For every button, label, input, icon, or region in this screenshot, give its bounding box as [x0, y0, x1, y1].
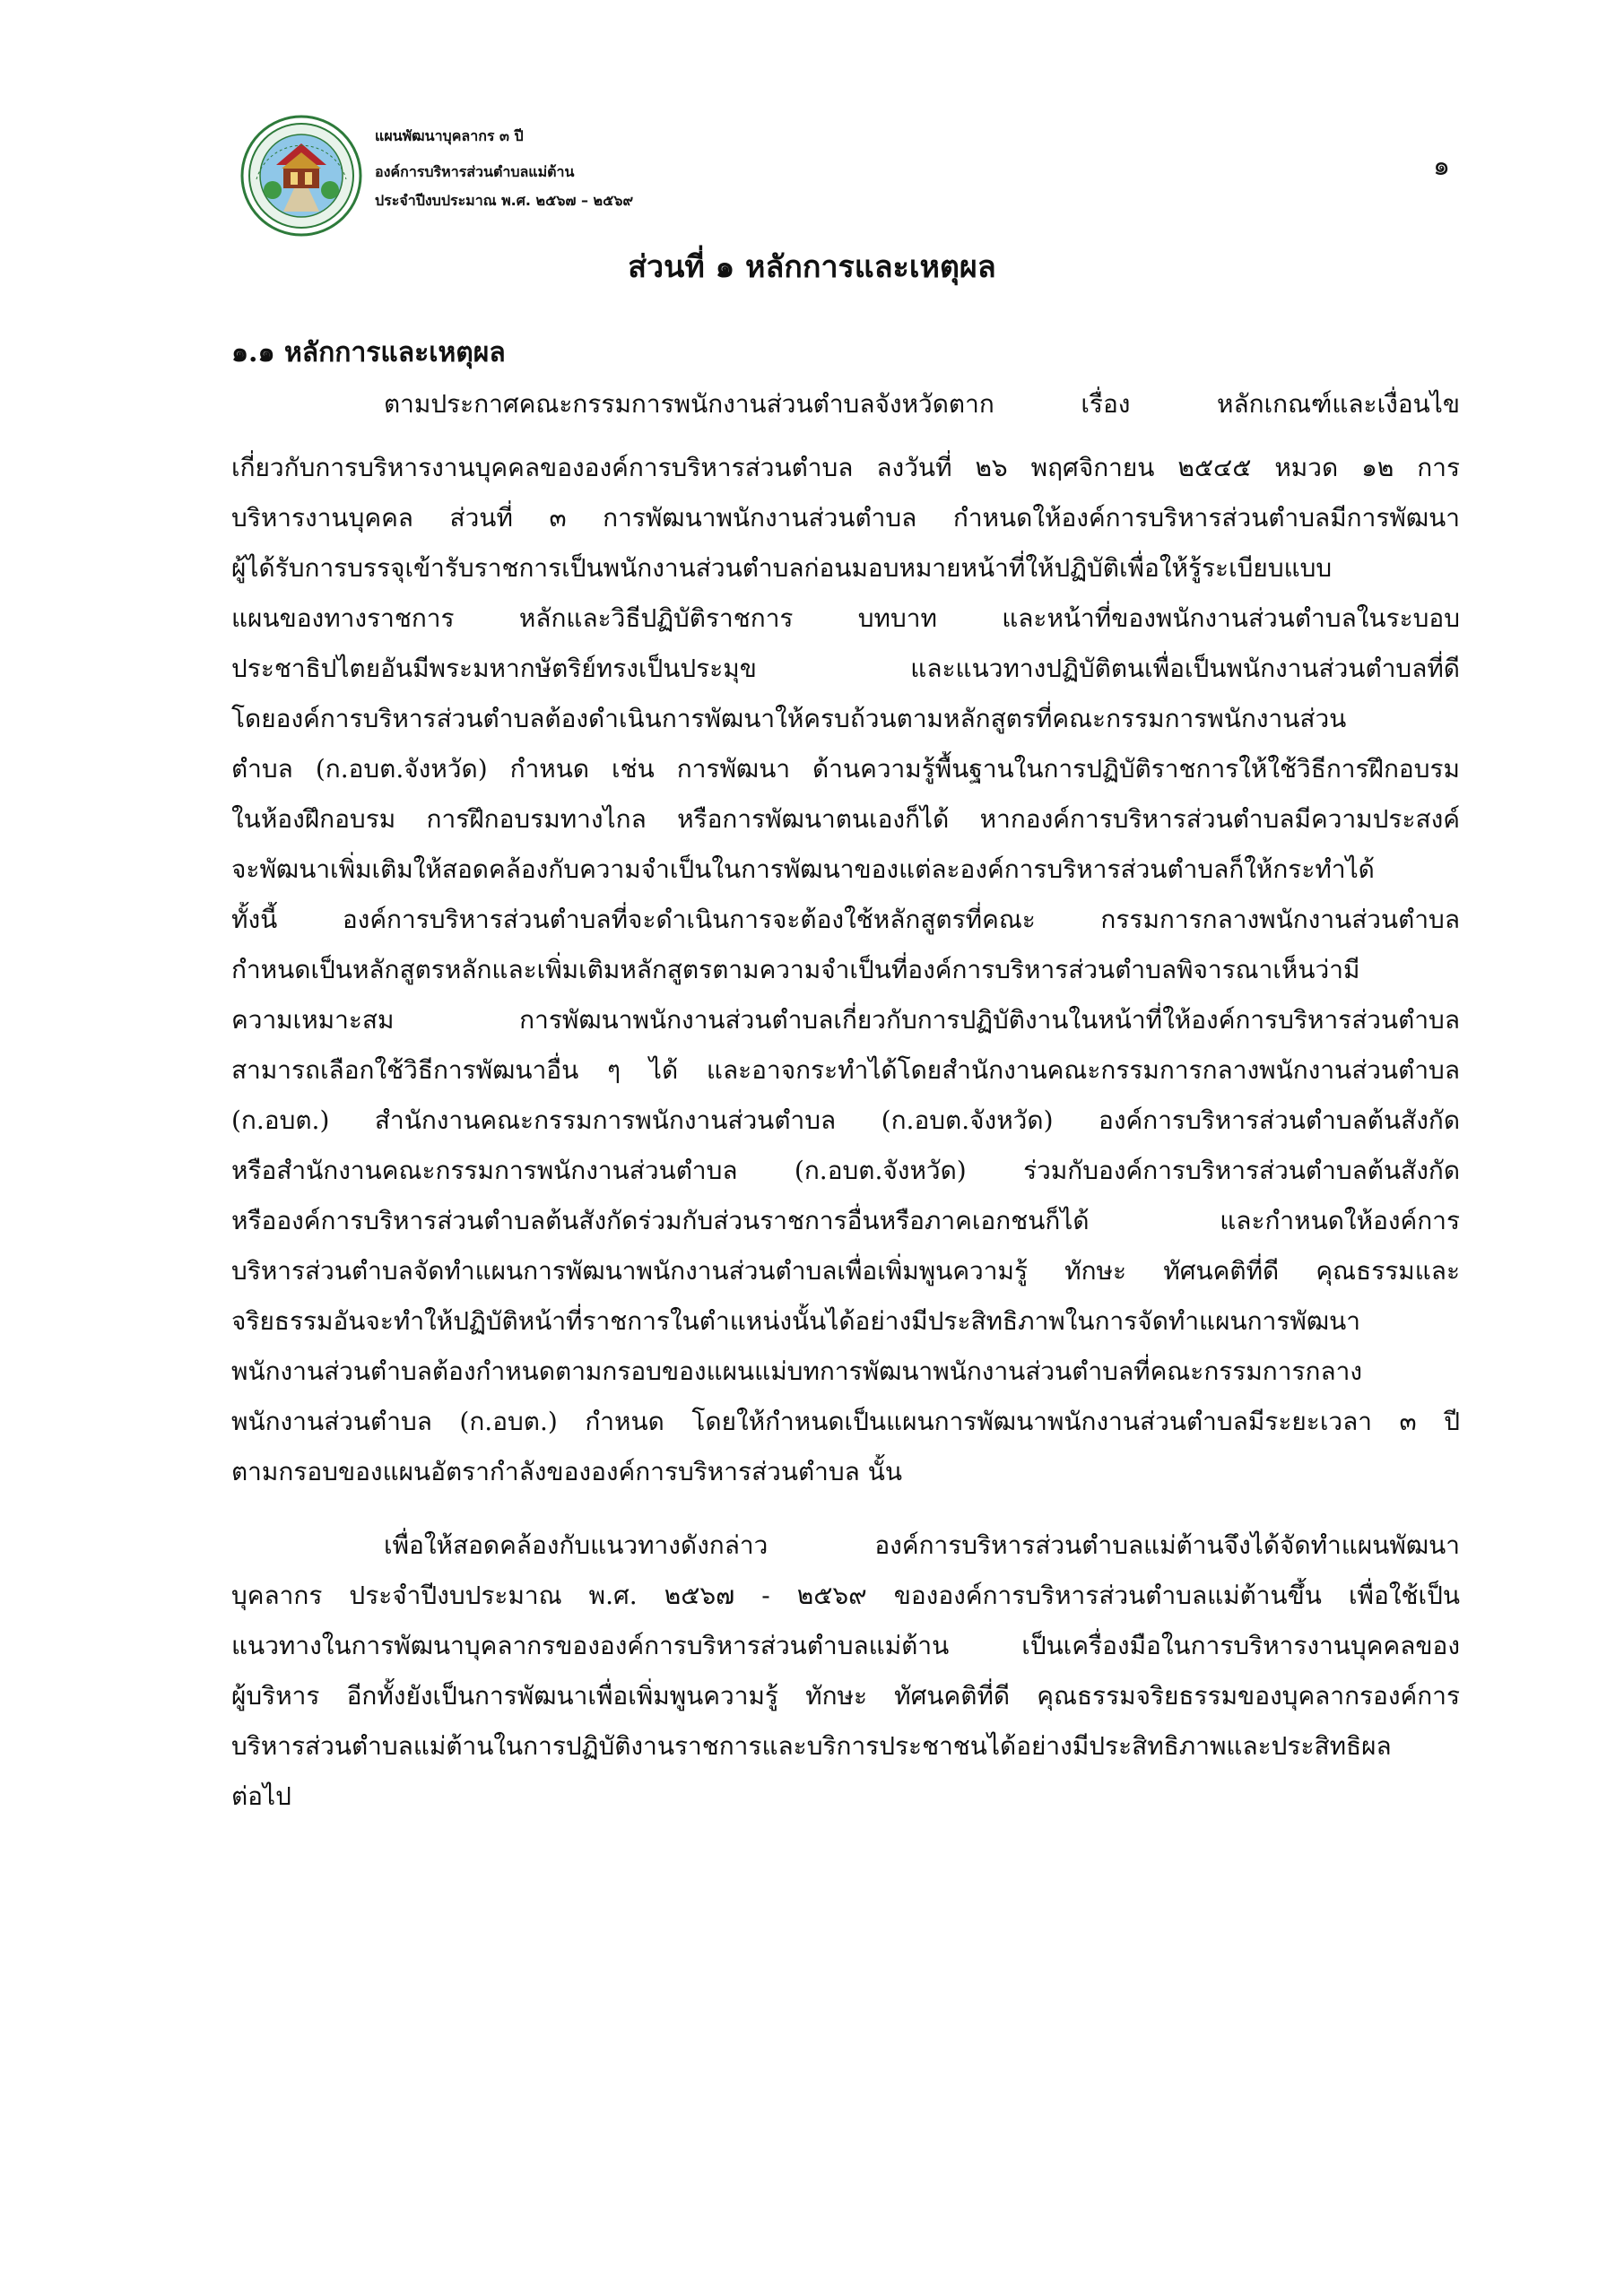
- header-org-name: องค์การบริหารส่วนตำบลแม่ต้าน: [375, 163, 575, 180]
- paragraph-1-line: ผู้ได้รับการบรรจุเข้ารับราชการเป็นพนักงานส่วนตำบลก่อนมอบหมายหน้าที่ให้ปฏิบัติเพื่อให้รู้ระเบียบแบบ: [231, 553, 1333, 583]
- paragraph-1-line: หรือสำนักงานคณะกรรมการพนักงานส่วนตำบล (ก.อบต.จังหวัด) ร่วมกับองค์การบริหารส่วนตำบลต้นสังกัด: [231, 1156, 1460, 1185]
- paragraph-1-line: ในห้องฝึกอบรม การฝึกอบรมทางไกล หรือการพัฒนาตนเองก็ได้ หากองค์การบริหารส่วนตำบลมีความประสงค์: [231, 804, 1460, 834]
- paragraph-1-line: เกี่ยวกับการบริหารงานบุคคลขององค์การบริหารส่วนตำบล ลงวันที่ ๒๖ พฤศจิกายน ๒๕๔๕ หมวด ๑๒ การ: [231, 453, 1460, 482]
- paragraph-1-line: หรือองค์การบริหารส่วนตำบลต้นสังกัดร่วมกับส่วนราชการอื่นหรือภาคเอกชนก็ได้ และกำหนดให้องค์การ: [231, 1206, 1460, 1235]
- paragraph-1-line: พนักงานส่วนตำบล (ก.อบต.) กำหนด โดยให้กำหนดเป็นแผนการพัฒนาพนักงานส่วนตำบลมีระยะเวลา ๓ ปี: [231, 1407, 1460, 1436]
- paragraph-1-line: ตำบล (ก.อบต.จังหวัด) กำหนด เช่น การพัฒนา ด้านความรู้พื้นฐานในการปฏิบัติราชการให้ใช้วิธีการฝึกอบรม: [231, 754, 1460, 784]
- paragraph-1-line: แผนของทางราชการ หลักและวิธีปฏิบัติราชการ บทบาท และหน้าที่ของพนักงานส่วนตำบลในระบอบ: [231, 603, 1460, 633]
- paragraph-2-line: บริหารส่วนตำบลแม่ต้านในการปฏิบัติงานราชการและบริการประชาชนได้อย่างมีประสิทธิภาพและประสิทธิผล: [231, 1731, 1392, 1761]
- paragraph-1-line: ประชาธิปไตยอันมีพระมหากษัตริย์ทรงเป็นประมุข และแนวทางปฏิบัติตนเพื่อเป็นพนักงานส่วนตำบลที่ดี: [231, 654, 1460, 683]
- paragraph-1-line: ตามประกาศคณะกรรมการพนักงานส่วนตำบลจังหวัดตาก เรื่อง หลักเกณฑ์และเงื่อนไข: [384, 389, 1460, 419]
- paragraph-2-line: เพื่อให้สอดคล้องกับแนวทางดังกล่าว องค์การบริหารส่วนตำบลแม่ต้านจึงได้จัดทำแผนพัฒนา: [384, 1530, 1460, 1560]
- section-title: ๑.๑ หลักการและเหตุผล: [231, 337, 506, 368]
- paragraph-1-line: บริหารส่วนตำบลจัดทำแผนการพัฒนาพนักงานส่วนตำบลเพื่อเพิ่มพูนความรู้ ทักษะ ทัศนคติที่ดี คุณธรรมและ: [231, 1256, 1460, 1286]
- header-fiscal-year: ประจำปีงบประมาณ พ.ศ. ๒๕๖๗ – ๒๕๖๙: [375, 192, 634, 209]
- paragraph-1-line: โดยองค์การบริหารส่วนตำบลต้องดำเนินการพัฒนาให้ครบถ้วนตามหลักสูตรที่คณะกรรมการพนักงานส่วน: [231, 704, 1347, 733]
- paragraph-1-line: (ก.อบต.) สำนักงานคณะกรรมการพนักงานส่วนตำบล (ก.อบต.จังหวัด) องค์การบริหารส่วนตำบลต้นสังกัด: [231, 1105, 1460, 1135]
- paragraph-2-line: ต่อไป: [231, 1781, 291, 1811]
- paragraph-2-line: ผู้บริหาร อีกทั้งยังเป็นการพัฒนาเพื่อเพิ่มพูนความรู้ ทักษะ ทัศนคติที่ดี คุณธรรมจริยธรรมของบุคลากรองค์การ: [231, 1681, 1460, 1711]
- paragraph-1-line: ความเหมาะสม การพัฒนาพนักงานส่วนตำบลเกี่ยวกับการปฏิบัติงานในหน้าที่ให้องค์การบริหารส่วนตำบล: [231, 1005, 1460, 1035]
- paragraph-1-line: จะพัฒนาเพิ่มเติมให้สอดคล้องกับความจำเป็นในการพัฒนาของแต่ละองค์การบริหารส่วนตำบลก็ให้กระทำได้: [231, 854, 1375, 884]
- header-doc-title: แผนพัฒนาบุคลากร ๓ ปี: [375, 127, 524, 144]
- part-title: ส่วนที่ ๑ หลักการและเหตุผล: [628, 249, 996, 285]
- paragraph-2-line: แนวทางในการพัฒนาบุคลากรขององค์การบริหารส่วนตำบลแม่ต้าน เป็นเครื่องมือในการบริหารงานบุคคลของ: [231, 1631, 1460, 1660]
- page-number: ๑: [1433, 151, 1451, 182]
- paragraph-1-line: ตามกรอบของแผนอัตรากำลังขององค์การบริหารส่วนตำบล นั้น: [231, 1457, 903, 1486]
- paragraph-1-line: สามารถเลือกใช้วิธีการพัฒนาอื่น ๆ ได้ และอาจกระทำได้โดยสำนักงานคณะกรรมการกลางพนักงานส่วนตำบล: [231, 1055, 1460, 1085]
- paragraph-1-line: พนักงานส่วนตำบลต้องกำหนดตามกรอบของแผนแม่บทการพัฒนาพนักงานส่วนตำบลที่คณะกรรมการกลาง: [231, 1356, 1363, 1386]
- paragraph-1-line: กำหนดเป็นหลักสูตรหลักและเพิ่มเติมหลักสูตรตามความจำเป็นที่องค์การบริหารส่วนตำบลพิจารณาเห็นว่ามี: [231, 955, 1360, 984]
- paragraph-1-line: บริหารงานบุคคล ส่วนที่ ๓ การพัฒนาพนักงานส่วนตำบล กำหนดให้องค์การบริหารส่วนตำบลมีการพัฒนา: [231, 503, 1460, 533]
- municipal-seal-icon: [240, 115, 362, 237]
- paragraph-1-line: ทั้งนี้ องค์การบริหารส่วนตำบลที่จะดำเนินการจะต้องใช้หลักสูตรที่คณะ กรรมการกลางพนักงานส่วนตำบล: [231, 905, 1460, 934]
- paragraph-2-line: บุคลากร ประจำปีงบประมาณ พ.ศ. ๒๕๖๗ - ๒๕๖๙ ขององค์การบริหารส่วนตำบลแม่ต้านขึ้น เพื่อใช้เป็น: [231, 1581, 1460, 1610]
- paragraph-1-line: จริยธรรมอันจะทำให้ปฏิบัติหน้าที่ราชการในตำแหน่งนั้นได้อย่างมีประสิทธิภาพในการจัดทำแผนการพัฒนา: [231, 1306, 1360, 1336]
